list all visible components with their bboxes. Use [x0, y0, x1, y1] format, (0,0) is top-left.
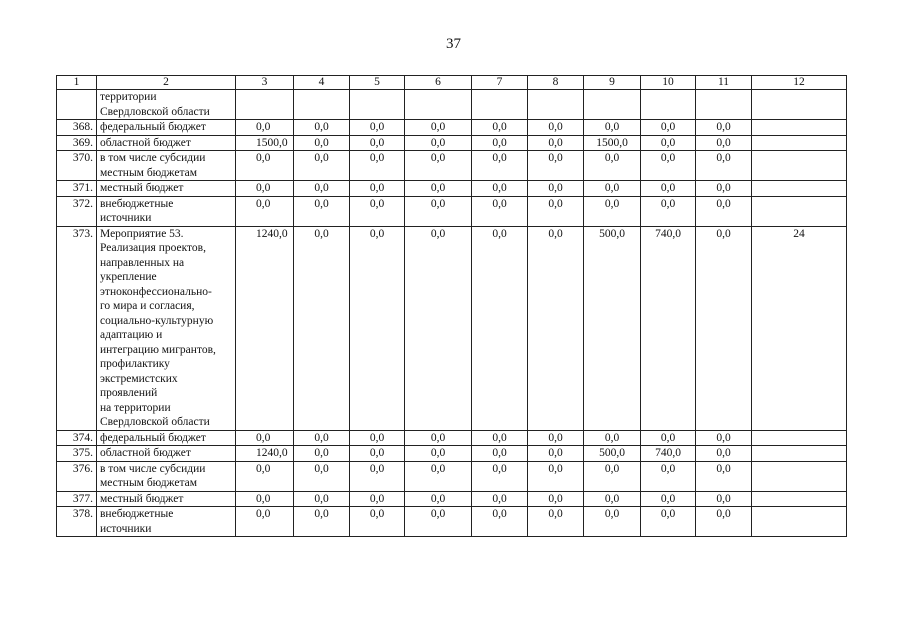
row-number: 368.	[57, 120, 97, 136]
value-cell: 0,0	[584, 461, 641, 491]
value-cell: 0,0	[350, 430, 405, 446]
row-number: 378.	[57, 507, 97, 537]
value-cell: 0,0	[641, 491, 696, 507]
value-cell: 0,0	[696, 430, 752, 446]
value-cell: 0,0	[236, 181, 294, 197]
value-cell: 0,0	[528, 491, 584, 507]
column-12-cell	[752, 90, 847, 120]
row-number: 377.	[57, 491, 97, 507]
value-cell: 740,0	[641, 226, 696, 430]
value-cell: 0,0	[350, 226, 405, 430]
row-name: внебюджетные источники	[97, 196, 236, 226]
value-cell: 0,0	[294, 507, 350, 537]
header-cell: 1	[57, 76, 97, 90]
value-cell: 0,0	[350, 196, 405, 226]
row-name: федеральный бюджет	[97, 430, 236, 446]
value-cell: 0,0	[350, 507, 405, 537]
value-cell	[641, 90, 696, 120]
value-cell: 0,0	[294, 181, 350, 197]
column-12-cell	[752, 120, 847, 136]
row-name: областной бюджет	[97, 446, 236, 462]
value-cell: 0,0	[472, 491, 528, 507]
row-number	[57, 90, 97, 120]
value-cell	[405, 90, 472, 120]
value-cell: 0,0	[472, 430, 528, 446]
value-cell: 500,0	[584, 446, 641, 462]
table-row	[57, 430, 847, 446]
header-cell: 7	[472, 76, 528, 90]
value-cell: 0,0	[584, 507, 641, 537]
value-cell: 0,0	[641, 430, 696, 446]
value-cell: 0,0	[641, 120, 696, 136]
header-cell: 10	[641, 76, 696, 90]
value-cell: 0,0	[405, 446, 472, 462]
value-cell: 0,0	[696, 507, 752, 537]
table-row	[57, 461, 847, 491]
value-cell: 0,0	[405, 226, 472, 430]
row-name: внебюджетные источники	[97, 507, 236, 537]
value-cell: 0,0	[405, 461, 472, 491]
column-12-cell	[752, 135, 847, 151]
value-cell: 0,0	[472, 226, 528, 430]
value-cell: 740,0	[641, 446, 696, 462]
table-row	[57, 135, 847, 151]
value-cell: 0,0	[584, 430, 641, 446]
value-cell: 0,0	[294, 226, 350, 430]
row-number: 373.	[57, 226, 97, 430]
value-cell: 0,0	[405, 120, 472, 136]
column-12-cell	[752, 430, 847, 446]
value-cell: 0,0	[405, 135, 472, 151]
value-cell: 0,0	[584, 151, 641, 181]
value-cell: 0,0	[236, 151, 294, 181]
value-cell: 0,0	[528, 120, 584, 136]
value-cell: 0,0	[584, 196, 641, 226]
value-cell	[236, 90, 294, 120]
value-cell: 0,0	[528, 446, 584, 462]
value-cell: 0,0	[405, 151, 472, 181]
value-cell: 0,0	[584, 181, 641, 197]
value-cell: 0,0	[294, 446, 350, 462]
column-12-cell: 24	[752, 226, 847, 430]
header-cell: 4	[294, 76, 350, 90]
row-number: 370.	[57, 151, 97, 181]
header-cell: 11	[696, 76, 752, 90]
table-row	[57, 151, 847, 181]
value-cell	[294, 90, 350, 120]
value-cell: 0,0	[528, 181, 584, 197]
column-12-cell	[752, 461, 847, 491]
value-cell: 0,0	[641, 461, 696, 491]
row-name: местный бюджет	[97, 181, 236, 197]
table-row	[57, 181, 847, 197]
value-cell: 0,0	[350, 446, 405, 462]
value-cell: 0,0	[405, 430, 472, 446]
row-number: 374.	[57, 430, 97, 446]
value-cell: 1240,0	[236, 226, 294, 430]
value-cell: 0,0	[528, 196, 584, 226]
row-number: 375.	[57, 446, 97, 462]
row-name: в том числе субсидии местным бюджетам	[97, 151, 236, 181]
value-cell: 0,0	[294, 151, 350, 181]
column-12-cell	[752, 446, 847, 462]
table-row	[57, 226, 847, 430]
value-cell: 0,0	[294, 461, 350, 491]
budget-table	[56, 75, 847, 537]
value-cell: 0,0	[236, 430, 294, 446]
value-cell: 0,0	[584, 120, 641, 136]
value-cell: 0,0	[641, 507, 696, 537]
value-cell: 0,0	[294, 120, 350, 136]
value-cell: 0,0	[294, 196, 350, 226]
row-name: территории Свердловской области	[97, 90, 236, 120]
value-cell: 0,0	[528, 507, 584, 537]
value-cell: 1500,0	[236, 135, 294, 151]
value-cell: 0,0	[528, 226, 584, 430]
table-row	[57, 90, 847, 120]
value-cell: 1500,0	[584, 135, 641, 151]
value-cell: 0,0	[584, 491, 641, 507]
value-cell: 0,0	[696, 491, 752, 507]
row-number: 376.	[57, 461, 97, 491]
row-number: 371.	[57, 181, 97, 197]
value-cell	[584, 90, 641, 120]
page-number: 37	[446, 36, 461, 52]
value-cell: 0,0	[236, 196, 294, 226]
row-name: в том числе субсидии местным бюджетам	[97, 461, 236, 491]
value-cell: 0,0	[472, 181, 528, 197]
value-cell: 1240,0	[236, 446, 294, 462]
row-name: федеральный бюджет	[97, 120, 236, 136]
value-cell: 0,0	[641, 135, 696, 151]
value-cell: 0,0	[641, 181, 696, 197]
column-12-cell	[752, 196, 847, 226]
value-cell: 0,0	[350, 135, 405, 151]
value-cell: 0,0	[236, 507, 294, 537]
header-cell: 12	[752, 76, 847, 90]
value-cell	[472, 90, 528, 120]
header-cell: 8	[528, 76, 584, 90]
value-cell: 0,0	[350, 120, 405, 136]
table-body	[57, 90, 847, 537]
value-cell: 0,0	[350, 181, 405, 197]
header-row	[57, 76, 847, 90]
value-cell: 0,0	[696, 135, 752, 151]
value-cell: 0,0	[350, 151, 405, 181]
value-cell: 0,0	[472, 151, 528, 181]
value-cell: 0,0	[696, 226, 752, 430]
value-cell: 0,0	[405, 491, 472, 507]
value-cell: 0,0	[236, 461, 294, 491]
value-cell	[696, 90, 752, 120]
header-cell: 2	[97, 76, 236, 90]
value-cell: 0,0	[472, 120, 528, 136]
table-row	[57, 120, 847, 136]
value-cell: 0,0	[405, 181, 472, 197]
header-cell: 5	[350, 76, 405, 90]
value-cell: 0,0	[236, 120, 294, 136]
value-cell: 0,0	[472, 135, 528, 151]
column-12-cell	[752, 491, 847, 507]
value-cell: 0,0	[528, 135, 584, 151]
table-row	[57, 196, 847, 226]
value-cell: 0,0	[696, 196, 752, 226]
value-cell: 0,0	[696, 151, 752, 181]
value-cell	[528, 90, 584, 120]
row-number: 369.	[57, 135, 97, 151]
value-cell: 0,0	[528, 430, 584, 446]
value-cell: 0,0	[696, 446, 752, 462]
value-cell: 0,0	[294, 491, 350, 507]
header-cell: 6	[405, 76, 472, 90]
value-cell: 0,0	[405, 507, 472, 537]
header-cell: 3	[236, 76, 294, 90]
table-row	[57, 446, 847, 462]
value-cell: 0,0	[696, 461, 752, 491]
value-cell	[350, 90, 405, 120]
value-cell: 0,0	[472, 196, 528, 226]
value-cell: 0,0	[294, 430, 350, 446]
value-cell: 0,0	[472, 507, 528, 537]
column-12-cell	[752, 507, 847, 537]
row-name: местный бюджет	[97, 491, 236, 507]
value-cell: 0,0	[350, 491, 405, 507]
value-cell: 0,0	[236, 491, 294, 507]
value-cell: 0,0	[405, 196, 472, 226]
value-cell: 500,0	[584, 226, 641, 430]
row-name: областной бюджет	[97, 135, 236, 151]
value-cell: 0,0	[350, 461, 405, 491]
value-cell: 0,0	[472, 461, 528, 491]
row-name: Мероприятие 53. Реализация проектов, направленных на укрепление этноконфессионально- го мира и согласия, социально-культурную адаптацию и интеграцию мигрантов, профилактику экстремистских проявлений на территории Свердловской области	[97, 226, 236, 430]
value-cell: 0,0	[641, 151, 696, 181]
row-number: 372.	[57, 196, 97, 226]
value-cell: 0,0	[696, 120, 752, 136]
value-cell: 0,0	[472, 446, 528, 462]
table-row	[57, 507, 847, 537]
table-row	[57, 491, 847, 507]
header-cell: 9	[584, 76, 641, 90]
value-cell: 0,0	[294, 135, 350, 151]
column-12-cell	[752, 151, 847, 181]
column-12-cell	[752, 181, 847, 197]
value-cell: 0,0	[696, 181, 752, 197]
value-cell: 0,0	[641, 196, 696, 226]
value-cell: 0,0	[528, 461, 584, 491]
value-cell: 0,0	[528, 151, 584, 181]
